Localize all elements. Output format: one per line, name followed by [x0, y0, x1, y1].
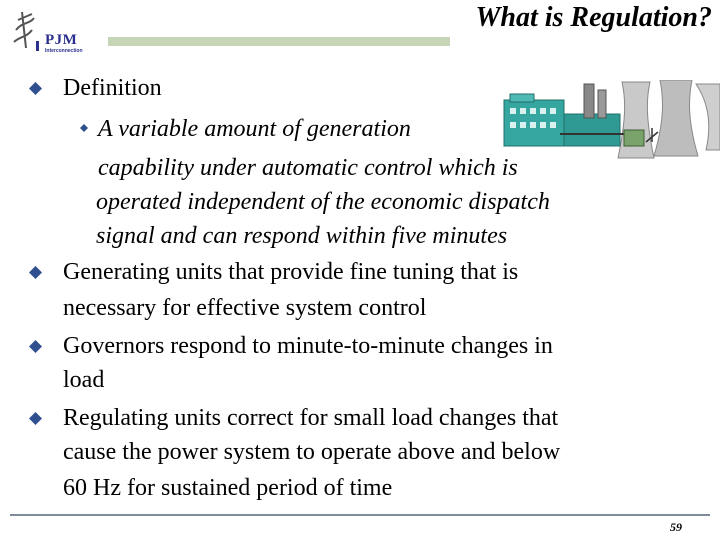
- pjm-logo: [8, 8, 108, 54]
- bullet-diamond-icon: [29, 82, 42, 95]
- bullet-definition: Definition: [63, 75, 162, 101]
- sub-bullet-line: capability under automatic control which is: [98, 155, 518, 181]
- sub-bullet-line: signal and can respond within five minutes: [96, 223, 508, 249]
- bullet-regulating-units-cont: cause the power system to operate above and below: [63, 439, 561, 465]
- bullet-governors: Governors respond to minute-to-minute changes in: [63, 333, 553, 359]
- sub-bullet-line: operated independent of the economic dispatch: [96, 189, 550, 215]
- bullet-regulating-units: Regulating units correct for small load changes that: [63, 405, 559, 431]
- page-number: 59: [670, 520, 682, 534]
- bullet-generating-units: Generating units that provide fine tuning that is: [63, 259, 519, 285]
- sub-bullet-line: A variable amount of generation: [98, 116, 411, 142]
- logo-subtext: Interconnection: [45, 48, 83, 54]
- bullet-diamond-icon: [29, 412, 42, 425]
- logo-text: PJM: [45, 32, 78, 48]
- footer-rule: [10, 514, 710, 516]
- bullet-diamond-icon: [29, 340, 42, 353]
- bullet-governors-cont: load: [63, 367, 105, 393]
- bullet-generating-units-cont: necessary for effective system control: [63, 295, 427, 321]
- title-bar: [108, 37, 450, 46]
- page-title: What is Regulation?: [475, 2, 712, 33]
- sub-bullet-diamond-icon: [80, 124, 88, 132]
- bullet-regulating-units-cont2: 60 Hz for sustained period of time: [63, 475, 393, 501]
- bullet-diamond-icon: [29, 266, 42, 279]
- power-plant-illustration: [500, 80, 720, 160]
